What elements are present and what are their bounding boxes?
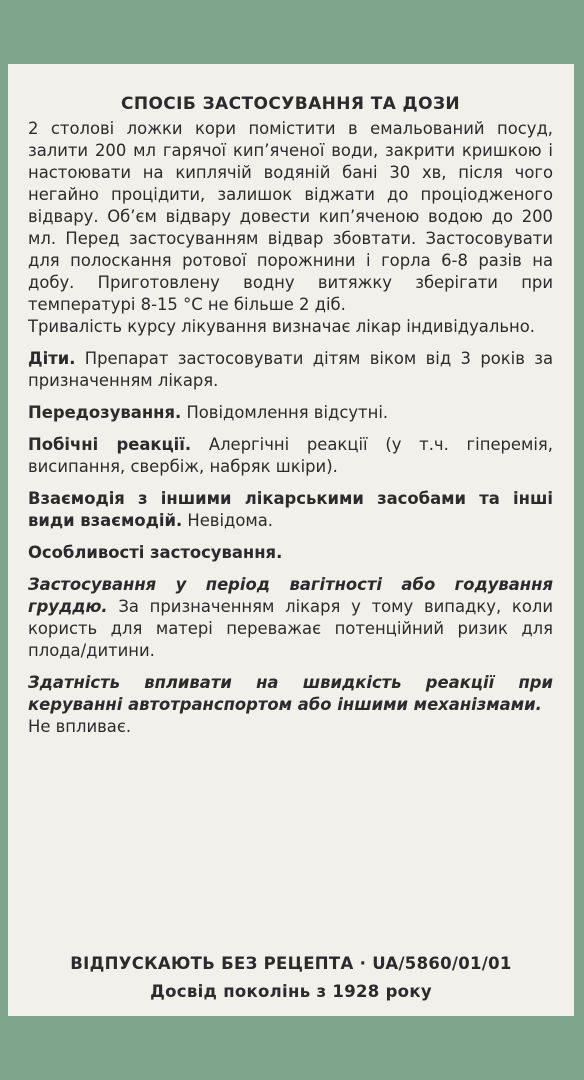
special-label: Особливості застосування. bbox=[28, 543, 283, 562]
children-label: Діти. bbox=[28, 349, 76, 368]
brand-slogan: Досвід поколінь з 1928 року bbox=[150, 982, 432, 1001]
top-color-band bbox=[0, 0, 584, 64]
course-duration-text: Тривалість курсу лікування визначає лікар індивідуально. bbox=[28, 317, 535, 336]
prescription-status: ВІДПУСКАЮТЬ БЕЗ РЕЦЕПТА · UA/5860/01/01 bbox=[70, 954, 512, 973]
overdose-text: Повідомлення відсутні. bbox=[181, 403, 389, 422]
preparation-text: 2 столові ложки кори помістити в емальований посуд, залити 200 мл гарячої кип’яченої води, закрити кришкою і настоювати на киплячій водяній бані 30 хв, після чого негайно процідити, залишок віджати до проціодженого відвару. Об’єм відвару довести кип’яченою водою до 200 мл. Перед застосуванням відвар збовтати. Застосовувати для полоскання ротової порожнини і горла 6-8 разів на добу. Приготовлену водну витяжку зберігати при температурі 8-15 °С не більше 2 діб. bbox=[28, 119, 553, 314]
driving-text: Не впливає. bbox=[28, 717, 132, 736]
interactions-paragraph bbox=[28, 488, 553, 532]
bottom-color-band bbox=[0, 1016, 584, 1080]
side-effects-text: Алергічні реакції (у т.ч. гіперемія, висипання, свербіж, набряк шкіри). bbox=[28, 435, 554, 476]
side-effects-label: Побічні реакції. bbox=[28, 435, 192, 454]
overdose-paragraph bbox=[28, 402, 553, 424]
children-text: Препарат застосовувати дітям віком від 3 років за призначенням лікаря. bbox=[28, 349, 553, 390]
side-effects-paragraph bbox=[28, 434, 553, 478]
pregnancy-text: За призначенням лікаря у тому випадку, коли користь для матері переважає потенційний ризик для плода/дитини. bbox=[28, 597, 553, 660]
interactions-label: Взаємодія з іншими лікарськими засобами та інші види взаємодій. bbox=[28, 489, 553, 530]
driving-paragraph bbox=[28, 672, 553, 716]
leaflet-panel bbox=[8, 64, 574, 1016]
pregnancy-paragraph bbox=[28, 574, 553, 662]
interactions-text: Невідома. bbox=[182, 511, 274, 530]
section-title: СПОСІБ ЗАСТОСУВАННЯ ТА ДОЗИ bbox=[120, 94, 461, 114]
driving-label: Здатність впливати на швидкість реакції при керуванні автотранспортом або іншими механізмами. bbox=[28, 673, 553, 714]
children-paragraph bbox=[28, 348, 553, 392]
special-instructions-heading bbox=[28, 542, 553, 564]
pregnancy-label: Застосування у період вагітності або годування груддю. bbox=[28, 575, 553, 616]
overdose-label: Передозування. bbox=[28, 403, 182, 422]
leaflet-content bbox=[28, 92, 553, 738]
